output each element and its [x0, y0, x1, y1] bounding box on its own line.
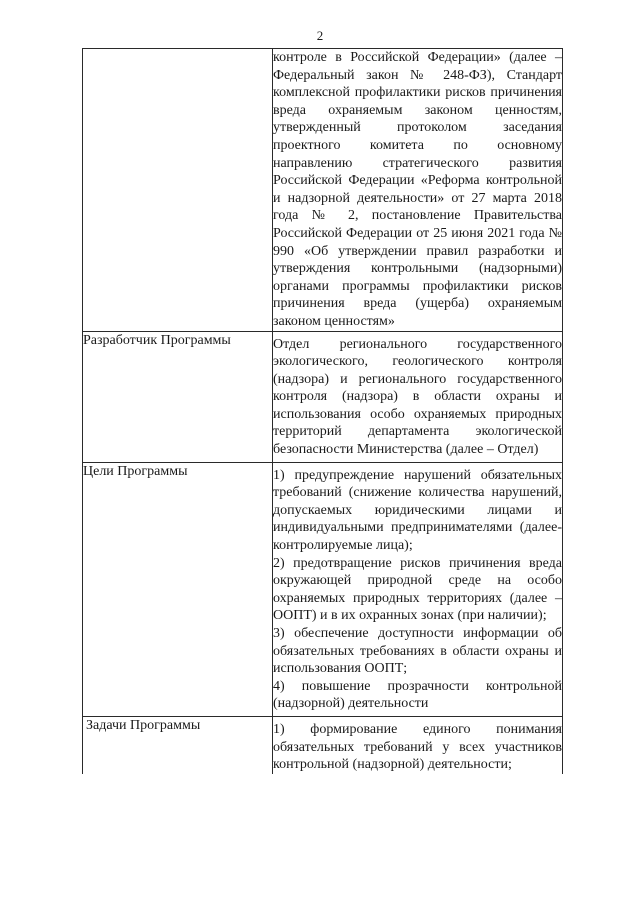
program-passport-table [82, 48, 563, 774]
paragraph: контроле в Российской Федерации» (далее – Федеральный закон № 248-ФЗ), Стандарт комплексной профилактики рисков причинения вреда охраняемым законом ценностям, утвержденный протоколом заседания проектного комитета по основному направлению стратегического развития Российской Федерации «Реформа контрольной и надзорной деятельности» от 27 марта 2018 года № 2, постановление Правительства Российской Федерации от 25 июня 2021 года № 990 «Об утверждении правил разработки и утверждения контрольными (надзорными) органами программы профилактики рисков причинения вреда (ущерба) охраняемым законом ценностям» [273, 50, 562, 329]
row-value [273, 716, 563, 773]
row-label [83, 49, 273, 332]
paragraph: 4) повышение прозрачности контрольной (надзорной) деятельности [273, 678, 562, 712]
row-value [273, 331, 563, 462]
row-label: Задачи Программы [83, 716, 273, 773]
row-label: Разработчик Программы [83, 331, 273, 462]
table-row [83, 462, 563, 716]
page-number: 2 [316, 28, 324, 43]
table-row [83, 716, 563, 773]
row-label: Цели Программы [83, 462, 273, 716]
row-value [273, 462, 563, 716]
row-value [273, 49, 563, 332]
paragraph: Отдел регионального государственного экологического, геологического контроля (надзора) и регионального государственного контроля (надзора) в области охраны и использования особо охраняемых природных территорий департамента экологической безопасности Министерства (далее – Отдел) [273, 336, 562, 458]
paragraph: 2) предотвращение рисков причинения вреда окружающей природной среде на особо охраняемых природных территориях (далее – ООПТ) и в их охранных зонах (при наличии); [273, 555, 562, 624]
paragraph: 1) формирование единого понимания обязательных требований у всех участников контрольной (надзорной) деятельности; [273, 721, 562, 773]
paragraph: 1) предупреждение нарушений обязательных требований (снижение количества нарушений, допускаемых юридическими лицами и индивидуальными предпринимателями (далее- контролируемые лица); [273, 467, 562, 554]
table-row [83, 49, 563, 332]
table-row [83, 331, 563, 462]
paragraph: 3) обеспечение доступности информации об обязательных требованиях в области охраны и использования ООПТ; [273, 626, 562, 677]
